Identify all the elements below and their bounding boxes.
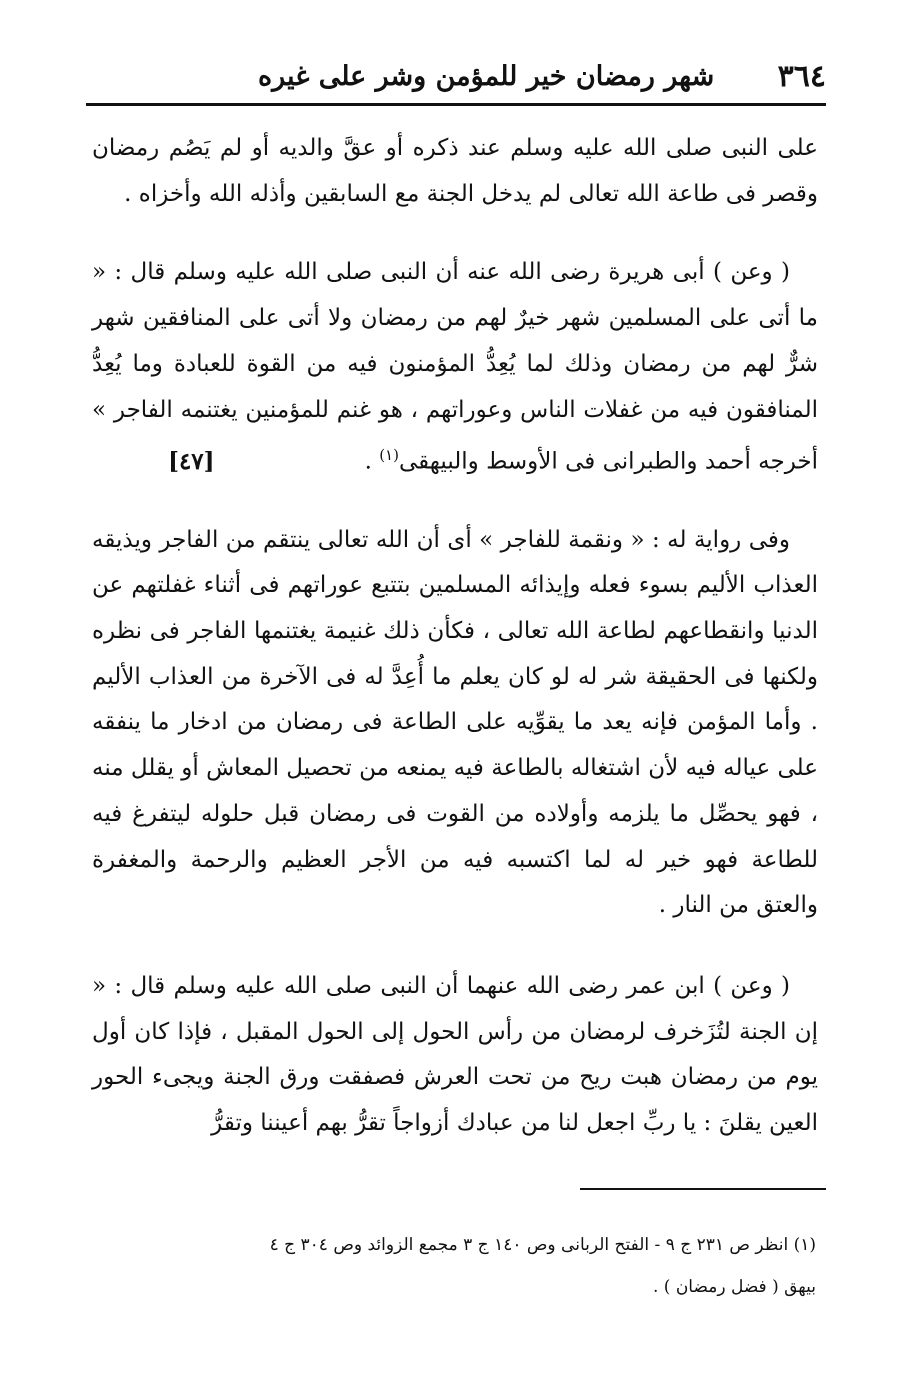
paragraph-1: على النبى صلى الله عليه وسلم عند ذكره أو عقَّ والديه أو لم يَصُم رمضان وقصر فى طاعة الله تعالى لم يدخل الجنة مع السابقين وأذله الله وأخزاه . xyxy=(92,135,818,207)
main-text xyxy=(92,126,818,1147)
running-title: شهر رمضان خير للمؤمن وشر على غيره xyxy=(258,60,715,92)
footnote-1-line-1: (١) انظر ص ٢٣١ ج ٩ - الفتح الربانى وص ١٤٠ ج ٣ مجمع الزوائد وص ٣٠٤ ج ٤ xyxy=(269,1235,816,1255)
paragraph-2-text: ( وعن ) أبى هريرة رضى الله عنه أن النبى صلى الله عليه وسلم قال : « ما أتى على المسلمين شهر خيرٌ لهم من رمضان ولا أتى على المنافقين شهر شرٌّ لهم من رمضان وذلك لما يُعِدُّ المؤمنون فيه من القوة للعبادة وما يُعِدُّ المنافقون فيه من غفلات الناس وعوراتهم ، هو غنم للمؤمنين يغتنمه الفاجر » أخرجه أحمد والطبرانى فى الأوسط والبيهقى xyxy=(92,259,818,475)
footnote-rule xyxy=(580,1188,826,1190)
footnote-1-line-2: بيهق ( فضل رمضان ) . xyxy=(652,1277,816,1297)
paragraph-3: وفى رواية له : « ونقمة للفاجر » أى أن الله تعالى ينتقم من الفاجر ويذيقه العذاب الأليم بسوء فعله وإيذائه المسلمين بتتبع عوراتهم فى أثناء غفلتهم عن الدنيا وانقطاعهم لطاعة الله تعالى ، فكأن ذلك غنيمة يغتنمها الفاجر فى نظره ولكنها فى الحقيقة شر له لو كان يعلم ما أُعِدَّ له فى الآخرة من العذاب الأليم . وأما المؤمن فإنه يعد ما يقوِّيه على الطاعة فى رمضان من ادخار ما ينفقه على عياله فيه لأن اشتغاله بالطاعة فيه يمنعه من تحصيل المعاش أو يقلل منه ، فهو يحصِّل ما يلزمه وأولاده من القوت فى رمضان قبل حلوله ليتفرغ فيه للطاعة فهو خير له لما اكتسبه فيه من الأجر العظيم والرحمة والمغفرة والعتق من النار . xyxy=(92,526,818,919)
footnote-mark: (١) xyxy=(379,446,399,465)
page-number: ٣٦٤ xyxy=(777,58,826,94)
paragraph-2 xyxy=(92,250,818,485)
hadith-number: [٤٧] xyxy=(168,447,215,475)
paragraph-2-end: . xyxy=(364,448,380,475)
header-rule xyxy=(86,103,826,106)
page-header xyxy=(88,52,826,100)
paragraph-4: ( وعن ) ابن عمر رضى الله عنهما أن النبى صلى الله عليه وسلم قال : « إن الجنة لتُزَخرف لرمضان من رأس الحول إلى الحول المقبل ، فإذا كان أول يوم من رمضان هبت ريح من تحت العرش فصفقت ورق الجنة ويجىء الحور العين يقلنَ : يا ربِّ اجعل لنا من عبادك أزواجاً تقرُّ بهم أعيننا وتقرُّ xyxy=(92,972,818,1137)
footnotes xyxy=(92,1224,816,1308)
